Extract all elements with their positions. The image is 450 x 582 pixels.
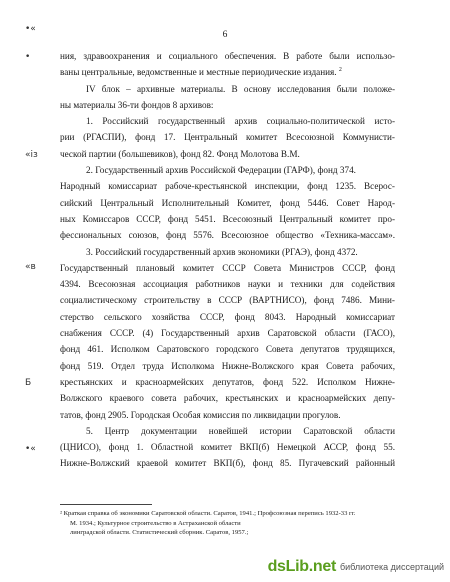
watermark-subtitle: библиотека диссертаций: [339, 562, 444, 572]
text-line: [60, 374, 395, 390]
text-line: [60, 292, 395, 308]
margin-mark: «із: [25, 150, 38, 160]
text-line-content: Государственный плановый комитет СССР Совета Министров СССР, фонд: [60, 262, 395, 273]
text-line-content: Волжского краевого совета рабочих, крестьянских и красноармейских депу-: [60, 393, 395, 404]
margin-mark: «в: [25, 262, 36, 272]
body-text: [60, 48, 395, 472]
text-line-content: рии (РГАСПИ), фонд 17. Центральный комитет Всесоюзной Коммунисти-: [60, 132, 395, 143]
text-line: [60, 64, 395, 80]
footnote-separator: [60, 504, 152, 505]
text-line-content: 3. Российский государственный архив экономики (РГАЭ), фонд 4372.: [86, 246, 358, 257]
text-line: [60, 423, 395, 439]
text-line: [60, 113, 395, 129]
text-line-content: ческой партии (большевиков), фонд 82. Фонд Молотова В.М.: [60, 148, 300, 159]
text-line-content: IV блок – архивные материалы. В основу исследования были положе-: [86, 83, 395, 94]
text-line-content: татов, фонд 2905. Городская Особая комиссия по ликвидации прогулов.: [60, 409, 341, 420]
text-line: [60, 81, 395, 97]
footnote-line: ² Краткая справка об экономики Саратовской области. Саратов, 1941.; Профсоюзная перепись 1932-33 гг.: [60, 510, 356, 517]
text-line-content: Нижне-Волжский краевой комитет ВКП(б), фонд 85. Пугачевский районный: [60, 458, 395, 469]
footnotes: [60, 509, 400, 538]
margin-mark: •«: [25, 24, 36, 34]
text-line-content: социалистическому строительству в СССР (ВАРТНИСО), фонд 7486. Мини-: [60, 295, 395, 306]
text-line: [60, 178, 395, 194]
text-line-content: сийский Центральный Исполнительный Комитет, фонд 5446. Совет Народ-: [60, 197, 395, 208]
text-line: [60, 407, 395, 423]
watermark[interactable]: [268, 556, 444, 578]
margin-mark: •: [25, 52, 31, 62]
text-line: [60, 146, 395, 162]
watermark-logo: dsLib.net: [267, 558, 336, 575]
text-line: [60, 129, 395, 145]
text-line: [60, 48, 395, 64]
text-line-content: ны материалы 36-ти фондов 8 архивов:: [60, 99, 214, 110]
text-line-content: снабжения СССР. (4) Государственный архив Саратовской области (ГАСО),: [60, 328, 395, 339]
text-line: [60, 358, 395, 374]
text-line: [60, 195, 395, 211]
text-line: [60, 439, 395, 455]
text-line-content: фонд 519. Отдел труда Исполкома Нижне-Волжского края Совета рабочих,: [60, 360, 395, 371]
text-line: [60, 227, 395, 243]
text-line: [60, 455, 395, 471]
text-line: [60, 260, 395, 276]
text-line-content: ваны центральные, ведомственные и местные периодические издания.: [60, 67, 337, 78]
text-line: [60, 390, 395, 406]
text-line-content: стерство сельского хозяйства СССР, фонд 8043. Народный комиссариат: [60, 311, 395, 322]
text-line-content: ния, здравоохранения и социального обеспечения. В работе были использо-: [60, 51, 395, 61]
text-line: [60, 162, 395, 178]
footnote-line: линградской области. Статистический сборник. Саратов, 1957.;: [70, 529, 249, 536]
text-line-content: 4394. Всесоюзная ассоциация работников науки и техники для содействия: [60, 279, 395, 290]
text-line: [60, 244, 395, 260]
margin-mark: Б: [25, 378, 32, 388]
page-number: 6: [222, 30, 228, 40]
margin-mark: •«: [25, 444, 36, 454]
text-line-content: Народный комиссариат рабоче-крестьянской инспекции, фонд 1235. Всерос-: [60, 181, 395, 192]
text-line-content: ных Комиссаров СССР, фонд 5451. Всесоюзный Центральный комитет про-: [60, 213, 395, 224]
text-line: [60, 309, 395, 325]
text-line-content: фонд 461. Исполком Саратовского городского Совета депутатов трудящихся,: [60, 344, 395, 355]
text-line-content: 1. Российский государственный архив социально-политической исто-: [86, 116, 395, 127]
text-line-content: 5. Центр документации новейшей истории Саратовской области: [86, 425, 395, 436]
text-line-content: 2. Государственный архив Российской Федерации (ГАРФ), фонд 374.: [86, 165, 356, 176]
footnote-ref[interactable]: 2: [338, 67, 342, 74]
text-line-content: крестьянских и красноармейских депутатов, фонд 522. Исполком Нижне-: [60, 376, 395, 387]
text-line: [60, 97, 395, 113]
text-line-content: (ЦНИСО), фонд 1. Областной комитет ВКП(б) Немецкой АССР, фонд 55.: [60, 442, 395, 453]
text-line: [60, 341, 395, 357]
text-line: [60, 276, 395, 292]
footnote-line: М. 1934.; Культурное строительство в Астраханской области: [70, 519, 241, 527]
text-line: [60, 211, 395, 227]
text-line-content: фессиональных союзов, фонд 5576. Всесоюзное общество «Техника-массам».: [60, 230, 395, 241]
text-line: [60, 325, 395, 341]
